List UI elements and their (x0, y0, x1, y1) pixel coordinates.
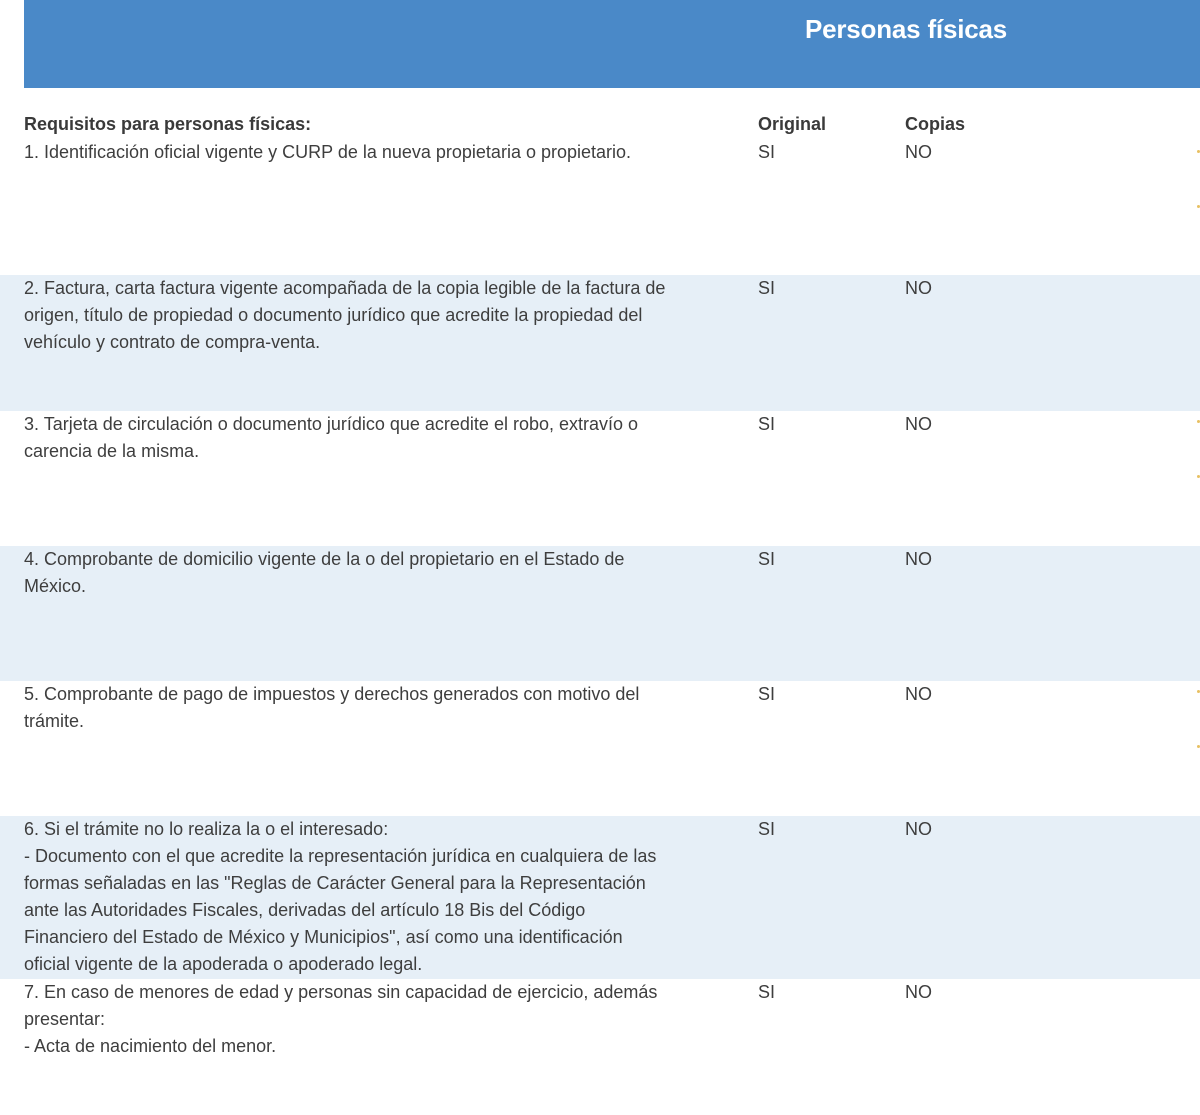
original-value: SI (758, 982, 776, 1002)
requirement-text: 1. Identificación oficial vigente y CURP de la nueva propietaria o propietario. (24, 142, 632, 162)
table-row (0, 411, 1200, 546)
requirements-column-header: Requisitos para personas físicas: (24, 114, 312, 134)
original-value: SI (758, 819, 776, 839)
copies-value: NO (905, 982, 932, 1002)
table-row (0, 979, 1200, 1115)
table-title: Personas físicas (804, 14, 1008, 44)
requirement-text: 2. Factura, carta factura vigente acompañada de la copia legible de la factura de origen, título de propiedad o documento jurídico que acredite la propiedad del vehículo y contrato de compra-venta. (24, 278, 666, 352)
table-row (0, 275, 1200, 411)
copies-value: NO (905, 278, 932, 298)
table-row (0, 546, 1200, 681)
copies-value: NO (905, 142, 932, 162)
requirement-text: 7. En caso de menores de edad y personas sin capacidad de ejercicio, además presentar: - Acta de nacimiento del menor. (24, 982, 658, 1056)
copies-value: NO (905, 684, 932, 704)
original-value: SI (758, 278, 776, 298)
requirement-text: 6. Si el trámite no lo realiza la o el interesado: - Documento con el que acredite la representación jurídica en cualquiera de las formas señaladas en las "Reglas de Carácter General para la Representación ante las Autoridades Fiscales, derivadas del artículo 18 Bis del Código Financiero del Estado de México y Municipios", así como una identificación oficial vigente de la apoderada o apoderado legal. (24, 819, 657, 974)
copies-value: NO (905, 819, 932, 839)
table-row (0, 139, 1200, 275)
copies-value: NO (905, 414, 932, 434)
original-value: SI (758, 414, 776, 434)
requirement-text: 3. Tarjeta de circulación o documento jurídico que acredite el robo, extravío o carencia de la misma. (24, 414, 639, 461)
original-value: SI (758, 549, 776, 569)
copies-column-header: Copias (905, 114, 966, 134)
original-value: SI (758, 684, 776, 704)
table-row (0, 816, 1200, 979)
original-column-header: Original (758, 114, 827, 134)
copies-value: NO (905, 549, 932, 569)
table-row (0, 681, 1200, 816)
requirement-text: 4. Comprobante de domicilio vigente de la o del propietario en el Estado de México. (24, 549, 625, 596)
original-value: SI (758, 142, 776, 162)
table-header-bar (24, 0, 1200, 88)
requirement-text: 5. Comprobante de pago de impuestos y derechos generados con motivo del trámite. (24, 684, 640, 731)
